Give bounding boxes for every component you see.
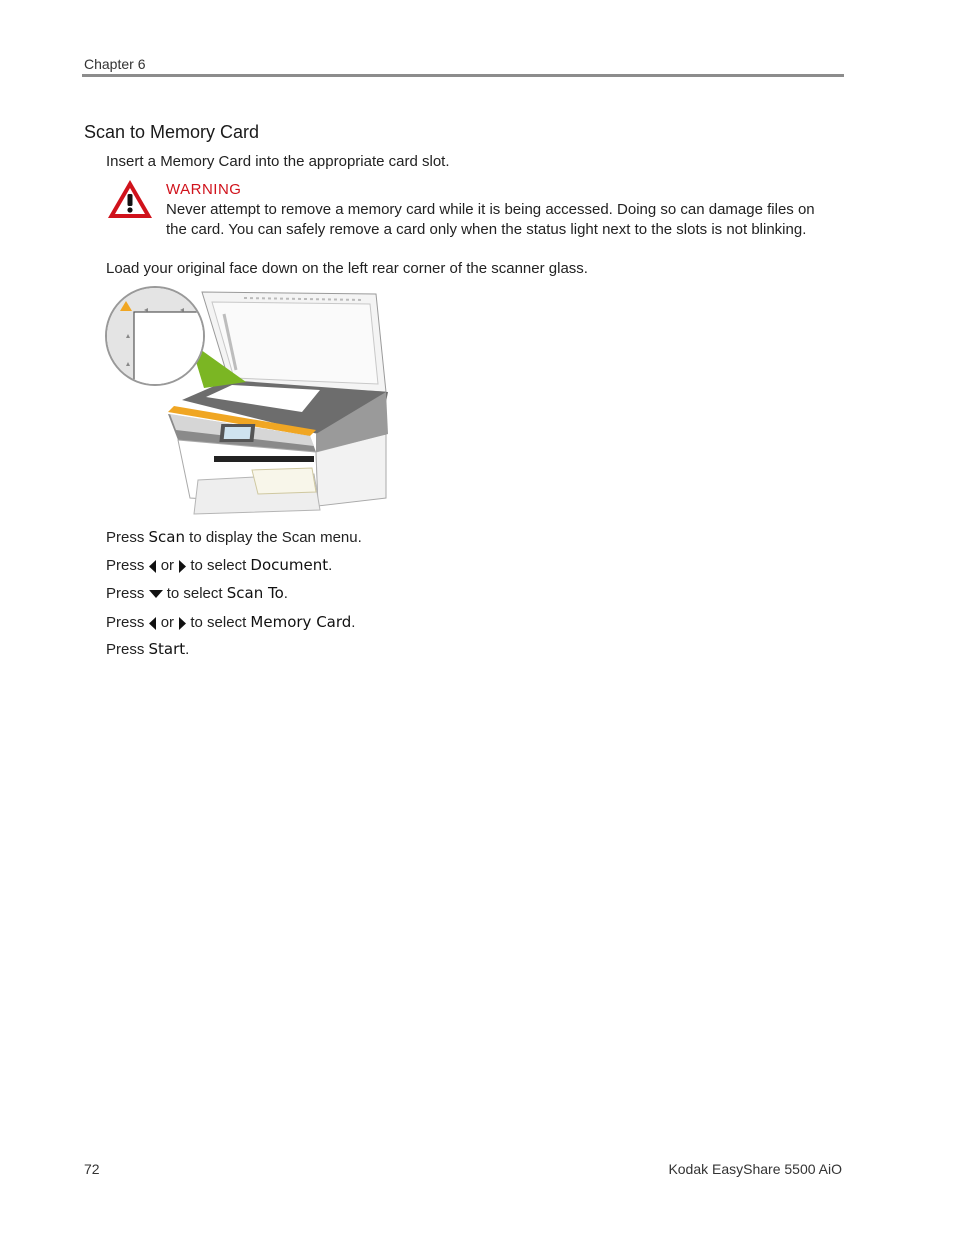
warning-triangle-icon xyxy=(106,178,154,220)
left-arrow-icon xyxy=(149,617,157,630)
to-select-text: to select xyxy=(190,614,247,631)
to-select-text: to select xyxy=(166,585,223,602)
section-title: Scan to Memory Card xyxy=(84,122,260,142)
warning-text: Never attempt to remove a memory card while it is being accessed. Doing so can damage files on the card. You can safely remove a card only when the status light next to the slots is not blinking. xyxy=(166,201,815,238)
or-text: or xyxy=(160,557,175,574)
right-arrow-icon xyxy=(178,617,186,630)
step-press-scan xyxy=(106,528,362,546)
right-arrow-icon xyxy=(178,560,186,573)
period: . xyxy=(185,641,190,658)
product-name: Kodak EasyShare 5500 AiO xyxy=(668,1161,842,1177)
start-label: Start xyxy=(148,640,186,658)
warning-title: WARNING xyxy=(166,181,242,198)
step-select-scan-to xyxy=(106,584,288,602)
document-label: Document xyxy=(250,556,329,574)
step-select-document xyxy=(106,556,332,574)
press-text: Press xyxy=(106,529,145,546)
scan-button-label: Scan xyxy=(148,528,185,546)
press-text: Press xyxy=(106,614,145,631)
period: . xyxy=(328,557,333,574)
press-text: Press xyxy=(106,641,145,658)
scan-suffix: to display the Scan menu. xyxy=(189,529,362,546)
step-select-memory-card xyxy=(106,613,355,631)
down-arrow-icon xyxy=(149,590,163,598)
to-select-text: to select xyxy=(190,557,247,574)
press-text: Press xyxy=(106,585,145,602)
step-insert: Insert a Memory Card into the appropriate card slot. xyxy=(106,153,450,170)
page-number: 72 xyxy=(84,1161,100,1177)
chapter-label: Chapter 6 xyxy=(84,56,146,72)
scanner-illustration xyxy=(104,284,394,520)
scan-to-label: Scan To xyxy=(226,584,284,602)
memory-card-label: Memory Card xyxy=(250,613,352,631)
period: . xyxy=(283,585,288,602)
step-press-start xyxy=(106,640,189,658)
left-arrow-icon xyxy=(149,560,157,573)
or-text: or xyxy=(160,614,175,631)
press-text: Press xyxy=(106,557,145,574)
header-rule xyxy=(82,74,844,77)
step-load: Load your original face down on the left rear corner of the scanner glass. xyxy=(106,260,588,277)
period: . xyxy=(351,614,356,631)
